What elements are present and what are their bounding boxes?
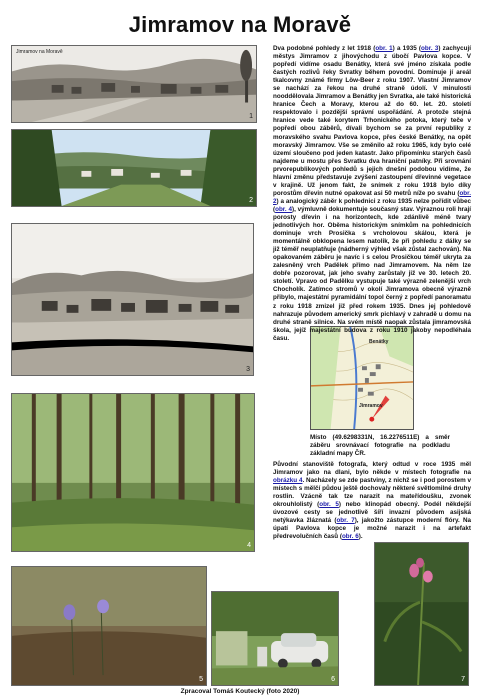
text-span: ) a analogický záběr k pohlednici z roku 1935 nelze pořídit vůbec ( bbox=[273, 197, 471, 213]
ref-obr-5[interactable]: obr. 5 bbox=[319, 501, 339, 509]
forest-photo bbox=[11, 393, 255, 552]
text-span: Původní stanoviště fotografa, který odtud v roce 1935 měl Jimramov jako na dlani, bylo někde v místech fotografie na bbox=[273, 461, 471, 477]
text-span: Dva podobné pohledy z let 1918 ( bbox=[273, 45, 376, 52]
ref-obr-2[interactable]: obr. 2 bbox=[273, 189, 471, 205]
text-span: ), výmluvně dokumentuje současný stav. Výraznou roli hrají porosty dřevin i na horizontech, kde zdánlivě méně tvary jednotlivých hor. Oběma historickým snímkům na pohlednicích dominuje vrch Prosička s vrcholovou skálou, která je momentálně obklopena lesem natolik, že při pohledu z dálky se již téměř neuplatňuje (nádherný výhled však zůstal zachován). Na opakovaném záběru je navíc i s celou Prosičkou téměř ukryta za zalesněný vrch Padělek přímo nad Jimramovem. Na něm lze dobře pozorovat, jak jeho svahy zarůstaly již ve 30. letech 20. století. Vpravo od Padělku vystupuje také výrazně zelenější vrch Chocholík. Zatímco stromů v okolí Jimramova obecně výrazně přibylo, majestátní pyramidální topol černý z popředí panoramatu z roku 1918 zmizel již před rokem 1935. Dnes jej pohledově nahrazuje původem americký smrk pichlavý v zahradě u domu na druhé straně silnice. Na svém místě naopak zůstala jimramovská škola, jejíž majestátní budova z roku 1910 jakoby nepodléhala času. bbox=[273, 205, 472, 342]
old-car-photo bbox=[211, 591, 339, 686]
present-photo-town bbox=[11, 129, 257, 207]
page-title: Jimramov na Moravě bbox=[128, 12, 352, 37]
ref-obr-3[interactable]: obr. 3 bbox=[421, 45, 439, 52]
photo-number: 1 bbox=[249, 113, 253, 120]
credit-line: Zpracoval Tomáš Koutecký (foto 2020) bbox=[180, 688, 300, 695]
text-span: . Nacházely se zde pastviny, z nichž se i pod porostem v místech s mělčí půdou ještě dochovaly některé světlomilné druhy rostlin. Vzácně tak tze narazit na mateřídoušku, zvonek okrouhlolistý ( bbox=[273, 477, 471, 509]
map-label-jimramov: Jimramov bbox=[359, 403, 383, 409]
ref-obr-7[interactable]: obr. 7 bbox=[336, 517, 355, 525]
bellflower-photo bbox=[11, 566, 207, 686]
map-label-benatky: Benátky bbox=[369, 339, 389, 345]
historical-photo-1918 bbox=[11, 45, 257, 123]
ref-obrazku-4[interactable]: obrázku 4 bbox=[273, 477, 303, 485]
text-span: ). bbox=[358, 533, 363, 541]
ref-obr-4[interactable]: obr. 4 bbox=[275, 205, 292, 213]
photo-number: 4 bbox=[247, 542, 251, 549]
photo-number: 6 bbox=[331, 676, 335, 683]
historical-photo-1935 bbox=[11, 223, 254, 376]
photo-number: 2 bbox=[249, 197, 253, 204]
balsam-photo bbox=[374, 542, 469, 686]
text-span: ) a 1935 ( bbox=[392, 45, 422, 52]
ref-obr-6[interactable]: obr. 6 bbox=[341, 533, 359, 541]
photo-number: 7 bbox=[461, 676, 465, 683]
map-caption: Místo (49.6298331N, 16.2276511E) a směr záběru srovnávací fotografie na podkladu základní mapy ČR. bbox=[310, 434, 450, 458]
ref-obr-1[interactable]: obr. 1 bbox=[375, 45, 393, 52]
secondary-text bbox=[273, 461, 471, 541]
photo-caption: Jimramov na Moravě bbox=[16, 49, 63, 55]
text-span: ) nebo klinopád obecný. Podél někdejší úvozové cesty se jednotlivě šíří invazní původem asijská netýkavka žláznatá ( bbox=[273, 501, 471, 525]
text-span: ) zachycují městys Jimramov z jihovýchodu z úbočí Pavlova kopce. V popředí vidíme osadu Benátky, která své jméno získala podle častých rozlivů řeky Svratky během povodní. Dominuje jí areál tkalcovny známé firmy Löw-Beer z roku 1907. Vlastní Jimramov se nachází za řekou na druhé straně údolí. V minulosti nooddělovala Jimramov a Benátky jen Svratka, ale také historická hranice Čech a Moravy, kterou až do 60. let. 20. století respektovalo i pozdější správní uspořádání. A protože stejná hranice vede také korytem Trhonického potoka, který teče v popředí obou záběrů, dívali bychom se za první republiky z moravského svahu Pavlova kopce, přes české Benátky, na opět moravský Jimramov. Vše se změnilo až roku 1965, kdy bylo celé území sloučeno pod jeden katastr. Jako připomínku starých časů najdeme u mostu přes Svratku dva hraniční patníky. Při srovnání prvorepublikových pohledů s jejich dnešní podobou vidíme, že hlavní změnu představuje zvýšení zastoupení dřevinné vegetace v krajině. Už jenom fakt, že snímek z roku 1918 bylo díky porostům dřevin nutné opakovat asi 50 metrů níže po svahu ( bbox=[273, 45, 472, 197]
photo-number: 5 bbox=[199, 676, 203, 683]
text-span: ), jakožto zástupce moderní flóry. Na úpatí Pavlova kopce je možné narazit i na artefakt předrevolučních časů ( bbox=[273, 517, 471, 541]
main-text bbox=[273, 45, 471, 343]
photo-number: 3 bbox=[246, 366, 250, 373]
